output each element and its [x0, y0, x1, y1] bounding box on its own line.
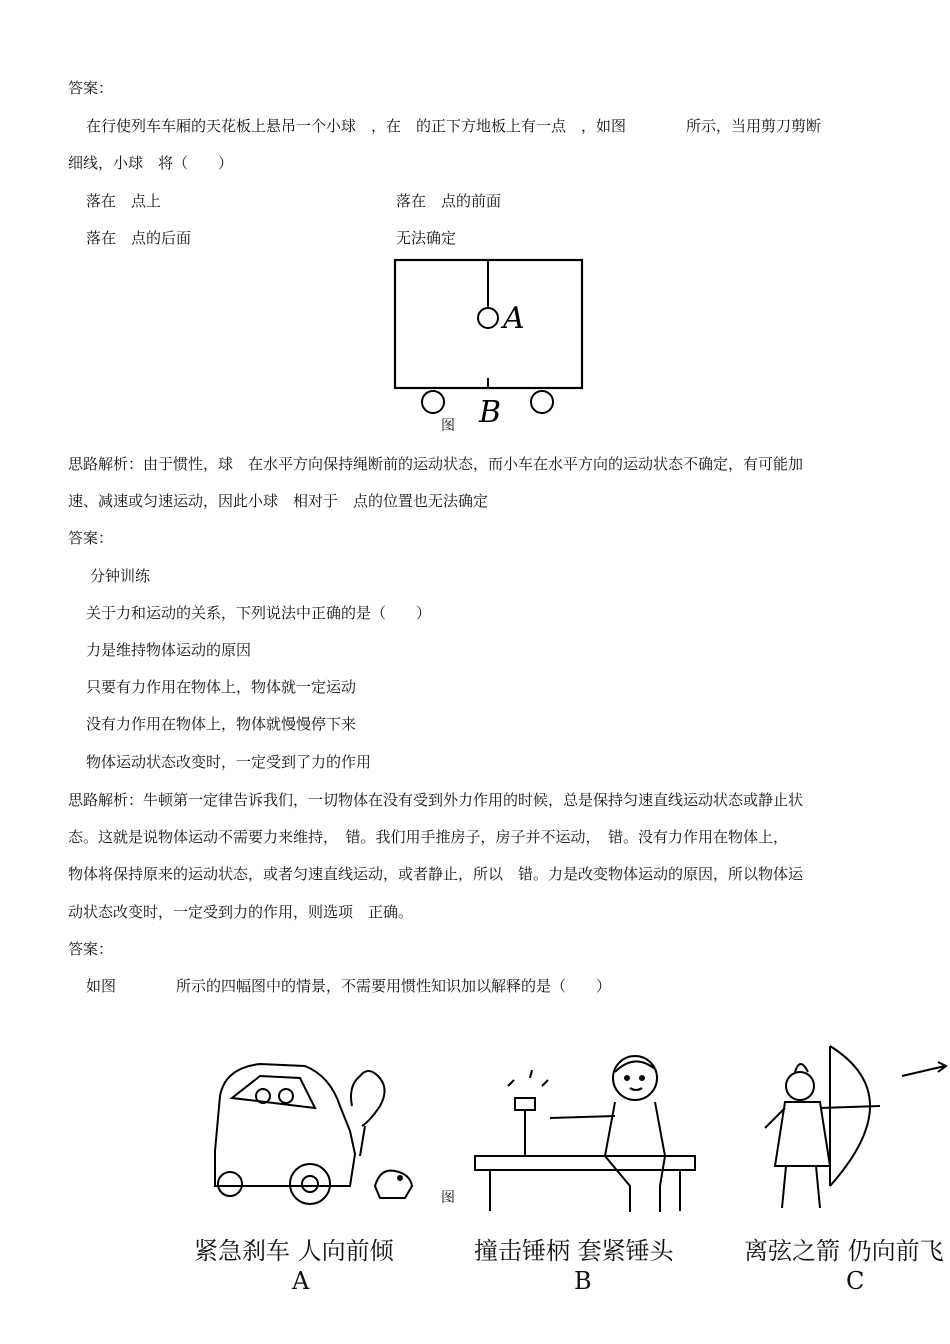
option-1c: 落在 点的后面: [86, 229, 192, 247]
panel-b-hammer-illustration: [475, 1056, 695, 1212]
figure-3-caption: 图: [441, 1190, 455, 1206]
inertia-illustrations: [190, 1036, 950, 1236]
analysis-2-line-1: 思路解析：牛顿第一定律告诉我们，一切物体在没有受到外力作用的时候，总是保持匀速直线运动状态或静止状: [68, 791, 804, 809]
left-wheel: [422, 391, 444, 413]
analysis-2-line-3: 物体将保持原来的运动状态，或者匀速直线运动，或者静止，所以 错。力是改变物体运动的原因，所以物体运: [68, 865, 804, 883]
label-b: B: [479, 395, 502, 430]
option-2c: 没有力作用在物体上，物体就慢慢停下来: [86, 715, 357, 733]
figure-1-caption: 图: [441, 418, 455, 434]
panel-c-letter: C: [846, 1267, 865, 1295]
option-1b: 落在 点的前面: [396, 192, 502, 210]
label-a: A: [503, 301, 525, 336]
panel-c-caption: 离弦之箭 仍向前飞: [744, 1237, 944, 1265]
question-2: 关于力和运动的关系，下列说法中正确的是（ ）: [86, 604, 432, 622]
panel-a-car-illustration: [215, 1064, 412, 1204]
panel-b-letter: B: [574, 1267, 592, 1295]
analysis-1-line-2: 速、减速或匀速运动，因此小球 相对于 点的位置也无法确定: [68, 492, 489, 510]
panel-a-letter: A: [292, 1267, 310, 1295]
option-2b: 只要有力作用在物体上，物体就一定运动: [86, 678, 357, 696]
option-2a: 力是维持物体运动的原因: [86, 641, 252, 659]
right-wheel: [531, 391, 553, 413]
panel-b-caption: 撞击锤柄 套紧锤头: [474, 1237, 674, 1265]
question-1-line-1: 在行使列车车厢的天花板上悬吊一个小球 ，在 的正下方地板上有一点 ，如图 所示，当用剪刀剪断: [86, 117, 822, 135]
section-heading: 分钟训练: [90, 567, 151, 585]
analysis-1-line-1: 思路解析：由于惯性，球 在水平方向保持绳断前的运动状态，而小车在水平方向的运动状态不确定，有可能加: [68, 455, 804, 473]
ball-a: [478, 308, 498, 328]
answer-label-3: 答案：: [68, 940, 114, 958]
train-car-figure: [385, 252, 595, 432]
question-3: 如图 所示的四幅图中的情景，不需要用惯性知识加以解释的是（ ）: [86, 977, 612, 995]
analysis-2-line-4: 动状态改变时，一定受到力的作用，则选项 正确。: [68, 903, 414, 921]
question-1-line-2: 细线，小球 将（ ）: [68, 154, 234, 172]
analysis-2-line-2: 态。这就是说物体运动不需要力来维持， 错。我们用手推房子，房子并不运动， 错。没有力作用在物体上，: [68, 828, 789, 846]
answer-label: 答案：: [68, 79, 114, 97]
answer-label-2: 答案：: [68, 529, 114, 547]
panel-c-archer-illustration: [765, 1046, 946, 1208]
option-1d: 无法确定: [396, 229, 457, 247]
panel-a-caption: 紧急刹车 人向前倾: [194, 1237, 394, 1265]
option-2d: 物体运动状态改变时，一定受到了力的作用: [86, 753, 372, 771]
option-1a: 落在 点上: [86, 192, 162, 210]
